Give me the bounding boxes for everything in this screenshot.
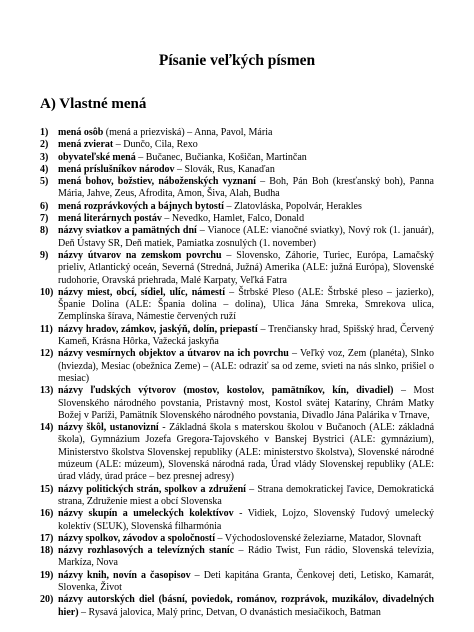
list-item: [40, 139, 434, 151]
item-text: – Východoslovenské železiarne, Matador, Slovnaft: [214, 532, 422, 544]
item-body: [58, 213, 434, 225]
item-label: mená osôb: [58, 127, 104, 138]
item-body: [58, 594, 434, 619]
list-item: [40, 570, 434, 595]
list-item: [40, 213, 434, 225]
item-body: [58, 570, 434, 595]
item-label: názvy hradov, zámkov, jaskýň, dolín, priepastí: [58, 323, 258, 335]
section-heading: A) Vlastné mená: [40, 96, 147, 112]
item-body: [58, 287, 434, 324]
item-body: [58, 484, 434, 509]
list-item: [40, 422, 434, 483]
item-text: – Boh, Pán Boh (kresťanský boh), Panna Mária, Jahve, Zeus, Afrodita, Amon, Šiva, Alah, Budha: [58, 176, 434, 200]
item-body: [58, 201, 434, 213]
item-text: (mená a priezviská) – Anna, Pavol, Mária: [103, 127, 273, 138]
item-number: 4): [40, 163, 49, 175]
item-label: názvy sviatkov a pamätných dní: [58, 225, 197, 237]
item-label: mená literárnych postáv: [58, 213, 162, 225]
item-label: názvy vesmírnych objektov a útvarov na ich povrchu: [58, 348, 289, 360]
item-label: názvy rozhlasových a televízných staníc: [58, 545, 235, 557]
item-text: – Dunčo, Cila, Rexo: [113, 139, 198, 151]
item-label: mená príslušníkov národov: [58, 163, 175, 175]
item-number: 14): [40, 422, 54, 434]
item-text: – Most Slovenského národného povstania, Pristavný most, Kostol svätej Kataríny, Chrám Matky Božej v Paríži, Pamätník Slovenského národného povstania, Divadlo Jána Palárika v Trnave,: [58, 385, 435, 421]
list-item: [40, 201, 434, 213]
item-label: mená rozprávkových a bájnych bytostí: [58, 200, 224, 212]
item-number: 6): [40, 200, 49, 212]
item-text: – Rysavá jalovica, Malý princ, Detvan, O dvanástich mesiačikoch, Batman: [78, 606, 381, 618]
list-item: [40, 152, 434, 164]
item-label: názvy knih, novín a časopisov: [58, 569, 191, 581]
item-label: obyvateľské mená: [58, 151, 136, 163]
item-text: – Slovensko, Záhorie, Turiec, Európa, Lamačský prieliv, Atlantický oceán, Severná (Stredná, Južná) Amerika (ALE: južná Európa), Slovenské rudohorie, Oravská priehrada, Malé Karpaty, Veľká Fatra: [58, 249, 434, 286]
item-number: 1): [40, 127, 49, 138]
item-text: – Vianoce (ALE: vianočné sviatky), Nový rok (1. január), Deň Ústavy SR, Deň matiek, Pamiatka zosnulých (1. november): [58, 225, 435, 249]
list-item: [40, 533, 434, 545]
item-label: názvy spolkov, závodov a spoločností: [58, 532, 215, 544]
item-label: názvy skupín a umeleckých kolektívov: [58, 508, 234, 520]
item-number: 10): [40, 286, 54, 298]
item-body: [58, 152, 434, 164]
item-number: 16): [40, 508, 54, 520]
item-body: [58, 225, 434, 250]
item-body: [58, 348, 434, 385]
item-label: názvy škôl, ustanovizní: [58, 422, 159, 434]
item-number: 12): [40, 348, 54, 360]
item-number: 11): [40, 323, 53, 335]
item-label: názvy útvarov na zemskom povrchu: [58, 249, 222, 261]
list-item: [40, 287, 434, 324]
item-number: 17): [40, 532, 54, 544]
item-body: [58, 139, 434, 151]
item-number: 19): [40, 569, 54, 581]
item-text: – Nevedko, Hamlet, Falco, Donald: [161, 213, 305, 225]
item-text: – Rádio Twist, Fun rádio, Slovenská televízia, Markíza, Nova: [58, 545, 434, 569]
item-label: názvy miest, obcí, sídiel, ulíc, námestí: [58, 286, 226, 298]
item-label: názvy autorských diel (básní, poviedok, románov, rozprávok, muzikálov, divadelných hier): [58, 594, 434, 618]
item-body: [58, 385, 434, 422]
list-item: [40, 385, 434, 422]
item-text: - Základná škola s materskou školou v Bučanoch (ALE: základná škola), Gymnázium Jozefa Gregora-Tajovského v Banskej Bystrici (ALE: gymnázium), Ministerstvo školstva Slovenskej republiky (ALE: ministerstvo školstva), Slovenské národné múzeum (ALE: múzeum), Slovenská národná rada, Úrad vlády Slovenskej republiky (ALE: úrad vlády, úrad práce – bez presnej adresy): [58, 422, 435, 483]
list-item: [40, 508, 434, 533]
rules-list: [40, 127, 434, 619]
item-text: – Strana demokratickej ľavice, Demokratická strana, Združenie miest a obcí Slovenska: [58, 483, 434, 507]
item-number: 5): [40, 176, 49, 188]
item-number: 8): [40, 225, 49, 237]
item-body: [58, 164, 434, 176]
item-body: [58, 324, 434, 349]
item-body: [58, 508, 434, 533]
list-item: [40, 225, 434, 250]
list-item: [40, 250, 434, 287]
item-text: – Veľký voz, Zem (planéta), Slnko (hviezda), Mesiac (obežnica Zeme) – (ALE: odraziť sa od zeme, svieti na nás slnko, prišiel o mesiac): [58, 348, 435, 384]
item-number: 18): [40, 545, 54, 557]
list-item: [40, 545, 434, 570]
item-text: – Bučanec, Bučianka, Košičan, Martinčan: [135, 151, 307, 163]
item-text: – Zlatovláska, Popolvár, Herakles: [223, 200, 362, 212]
item-label: mená bohov, božstiev, náboženských vyznaní: [58, 176, 256, 188]
item-text: – Slovák, Rus, Kanaďan: [174, 163, 275, 175]
item-body: [58, 545, 434, 570]
item-label: mená zvierat: [58, 139, 114, 151]
item-number: 15): [40, 483, 54, 495]
item-text: – Štrbské Pleso (ALE: Štrbské pleso – jazierko), Španie Dolina (ALE: Špania dolina – dolina), Ulica Jána Smreka, Smrekova ulica, Zemplínska šírava, Námestie červených ruží: [58, 286, 435, 323]
list-item: [40, 324, 434, 349]
list-item: [40, 594, 434, 619]
list-item: [40, 176, 434, 201]
list-item: [40, 127, 434, 139]
item-number: 2): [40, 139, 49, 151]
item-number: 9): [40, 249, 49, 261]
item-body: [58, 250, 434, 287]
item-number: 20): [40, 594, 54, 606]
item-text: – Trenčiansky hrad, Spišský hrad, Červený Kameň, Krásna Hôrka, Važecká jaskyňa: [58, 323, 434, 348]
item-body: [58, 533, 434, 545]
item-body: [58, 176, 434, 201]
item-text: – Deti kapitána Granta, Čenkovej deti, Letisko, Kamarát, Slovenka, Život: [58, 569, 434, 593]
item-body: [58, 422, 434, 483]
item-label: názvy politických strán, spolkov a združení: [58, 483, 246, 495]
page-title: Písanie veľkých písmen: [158, 52, 316, 69]
list-item: [40, 348, 434, 385]
item-number: 13): [40, 385, 54, 397]
item-number: 7): [40, 213, 49, 225]
list-item: [40, 164, 434, 176]
item-text: - Vidiek, Lojzo, Slovenský ľudový umelecký kolektív (SĽUK), Slovenská filharmónia: [58, 508, 434, 532]
item-body: [58, 127, 434, 139]
item-number: 3): [40, 151, 49, 163]
item-label: názvy ľudských výtvorov (mostov, kostolov, pamätníkov, kín, divadiel): [58, 385, 394, 397]
list-item: [40, 484, 434, 509]
